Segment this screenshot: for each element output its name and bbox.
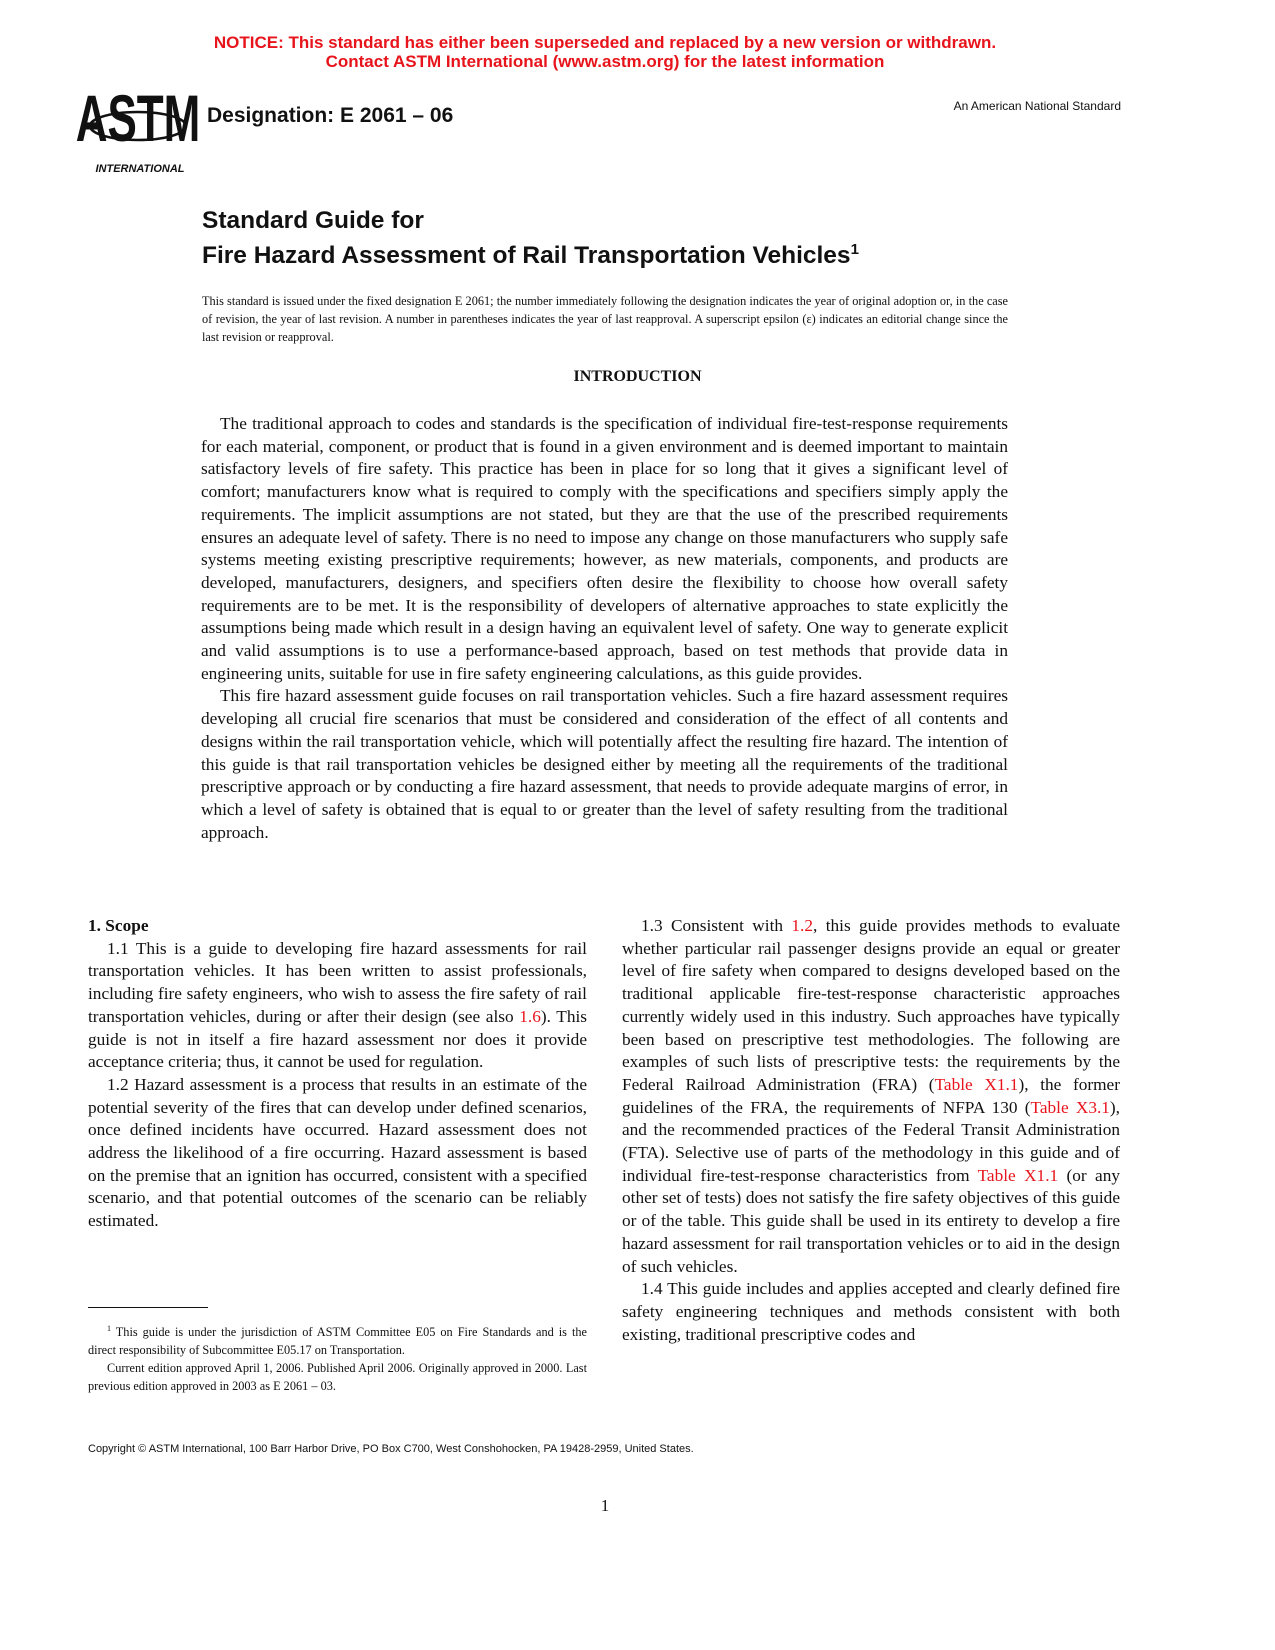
paragraph-text: , this guide provides methods to evaluate whether particular rail passenger designs provide an equal or greater level of fire safety when compared to designs developed based on the traditional applicable fire-test-response characteristic approaches currently widely used in this industry. Such approaches have typically been based on prescriptive test methodologies. The following are examples of such lists of prescriptive tests: the requirements by the Federal Railroad Administration (FRA) (	[622, 916, 1120, 1094]
page-number: 1	[600, 1496, 610, 1515]
notice-banner	[0, 33, 1210, 71]
footnote-text-2: Current edition approved April 1, 2006. Published April 2006. Originally approved in 2000. Last previous edition approved in 2003 as E 2061 – 03.	[88, 1361, 587, 1394]
scope-paragraph	[88, 1074, 587, 1233]
cross-reference-link[interactable]: 1.2	[791, 916, 814, 935]
cross-reference-link[interactable]: Table X1.1	[977, 1165, 1059, 1185]
astm-logo-icon	[75, 80, 201, 176]
paragraph-text: 1.1 This is a guide to developing fire hazard assessments for rail transportation vehicles. It has been written to assist professionals, including fire safety engineers, who wish to assess the fire safety of rail transportation vehicles, during or after their design (see also	[88, 938, 587, 1026]
paragraph-text: ), and the recommended practices of the Federal Transit Administration (FTA). Selective use of parts of the methodology in this guide and of individual fire-test-response characteristics from	[622, 1097, 1120, 1185]
footnote-divider	[88, 1307, 208, 1308]
scope-heading: 1. Scope	[88, 916, 149, 935]
cross-reference-link[interactable]: 1.6	[519, 1006, 541, 1026]
introduction-body	[201, 413, 1008, 844]
notice-line-1: NOTICE: This standard has either been superseded and replaced by a new version or withdrawn.	[213, 33, 997, 52]
paragraph-text: 1.2 Hazard assessment is a process that results in an estimate of the potential severity of the fires that can develop under defined scenarios, once defined incidents have occurred. Hazard assessment does not address the likelihood of a fire occurring. Hazard assessment is based on the premise that an ignition has occurred, consistent with a specified scenario, and that potential outcomes of the scenario can be reliably estimated.	[88, 1074, 587, 1231]
introduction-paragraph	[201, 413, 1008, 685]
svg-text:INTERNATIONAL: INTERNATIONAL	[95, 163, 185, 175]
title-line-1: Standard Guide for	[202, 207, 424, 234]
designation: Designation: E 2061 – 06	[207, 104, 454, 127]
issued-note: This standard is issued under the fixed designation E 2061; the number immediately following the designation indicates the year of original adoption or, in the case of revision, the year of last revision. A number in parentheses indicates the year of last reapproval. A superscript epsilon (ε) indicates an editorial change since the last revision or reapproval.	[202, 294, 1008, 344]
copyright: Copyright © ASTM International, 100 Barr Harbor Drive, PO Box C700, West Conshohocken, PA 19428-2959, United States.	[88, 1443, 694, 1455]
scope-paragraph	[622, 915, 1120, 1278]
left-column-body	[88, 938, 587, 1233]
cross-reference-link[interactable]: Table X3.1	[1030, 1097, 1110, 1117]
paragraph-text: The traditional approach to codes and standards is the specification of individual fire-test-response requirements for each material, component, or product that is found in a given environment and is deemed important to maintain satisfactory levels of fire safety. This practice has been in place for so long that it gives a significant level of comfort; manufacturers know what is required to comply with the specifications and specifiers simply apply the requirements. The implicit assumptions are not stated, but they are that the use of the prescribed requirements ensures an adequate level of safety. There is no need to impose any change on those manufacturers who supply safe systems meeting existing prescriptive requirements; however, as new materials, components, and products are developed, manufacturers, designers, and specifiers often desire the flexibility to choose how overall safety requirements are to be met. It is the responsibility of developers of alternative approaches to state explicitly the assumptions being made which result in a design having an equivalent level of safety. One way to generate explicit and valid assumptions is to use a performance-based approach, based on test methods that provide data in engineering units, suitable for use in fire safety engineering calculations, as this guide provides.	[201, 414, 1008, 683]
paragraph-text: ). This guide is not in itself a fire hazard assessment nor does it provide acceptance criteria; thus, it cannot be used for regulation.	[88, 1006, 587, 1072]
introduction-heading: INTRODUCTION	[573, 368, 702, 385]
paragraph-text: ), the former guidelines of the FRA, the requirements of NFPA 130 (	[622, 1074, 1120, 1117]
scope-paragraph	[622, 1278, 1120, 1346]
left-column	[88, 915, 587, 1233]
document-title	[202, 206, 859, 270]
footnote-text-1: This guide is under the jurisdiction of ASTM Committee E05 on Fire Standards and is the direct responsibility of Subcommittee E05.17 on Transportation.	[88, 1325, 587, 1358]
footnote	[88, 1320, 587, 1395]
national-standard-label: An American National Standard	[953, 99, 1121, 113]
title-line-2: Fire Hazard Assessment of Rail Transportation Vehicles	[202, 242, 851, 270]
title-footnote-ref[interactable]: 1	[850, 241, 859, 258]
paragraph-text: 1.3 Consistent with	[641, 916, 792, 935]
paragraph-text: 1.4 This guide includes and applies accepted and clearly defined fire safety engineering techniques and methods consistent with both existing, traditional prescriptive codes and	[622, 1279, 1120, 1344]
paragraph-text: This fire hazard assessment guide focuses on rail transportation vehicles. Such a fire hazard assessment requires developing all crucial fire scenarios that must be considered and consideration of the effect of all contents and designs within the rail transportation vehicle, which will potentially affect the resulting fire hazard. The intention of this guide is that rail transportation vehicles be designed either by meeting all the requirements of the traditional prescriptive approach or by conducting a fire hazard assessment, that needs to provide adequate margins of error, in which a level of safety is obtained that is equal to or greater than the level of safety resulting from the traditional approach.	[201, 686, 1008, 842]
notice-line-2: Contact ASTM International (www.astm.org) for the latest information	[325, 52, 885, 71]
right-column-body	[622, 915, 1120, 1346]
scope-paragraph	[88, 938, 587, 1074]
introduction-paragraph	[201, 685, 1008, 844]
paragraph-text: (or any other set of tests) does not satisfy the fire safety objectives of this guide or of the table. This guide shall be used in its entirety to develop a fire hazard assessment for rail transportation vehicles or to aid in the design of such vehicles.	[622, 1165, 1120, 1276]
footnote-marker: 1	[107, 1324, 111, 1333]
right-column	[622, 915, 1120, 1346]
cross-reference-link[interactable]: Table X1.1	[934, 1074, 1019, 1094]
svg-text:ASTM: ASTM	[75, 80, 201, 156]
